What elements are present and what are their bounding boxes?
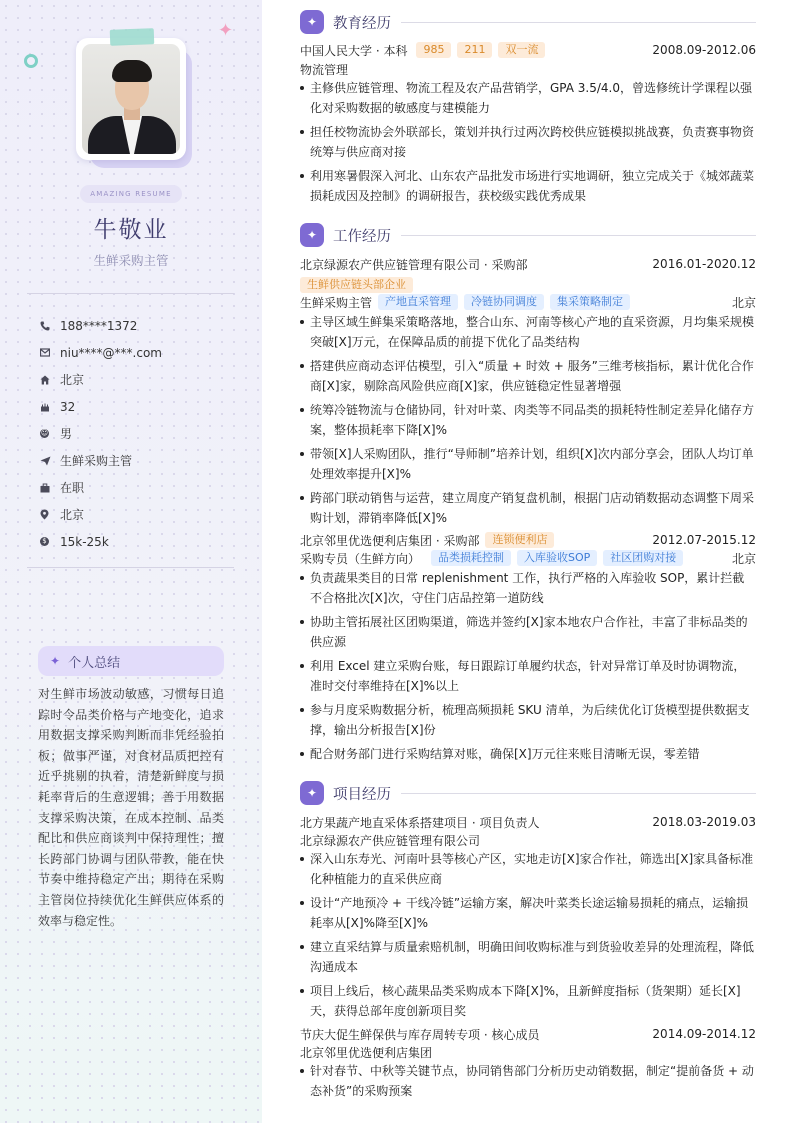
info-item-salary [40, 528, 240, 555]
info-text: 男 [60, 427, 73, 441]
section-title: 教育经历 [333, 15, 391, 32]
info-item-location [40, 501, 240, 528]
info-item-gender [40, 420, 240, 447]
job-role-row [300, 549, 756, 567]
job-bullets [300, 568, 756, 768]
info-text: 188****1372 [60, 318, 138, 333]
education-date: 2008.09-2012.06 [652, 43, 756, 57]
project-date: 2018.03-2019.03 [652, 815, 756, 829]
list-item: 配合财务部门进行采购结算对账，确保[X]万元往来账目清晰无误，零差错 [300, 744, 756, 764]
candidate-name: 牛敬业 [93, 217, 169, 243]
list-item: 主修供应链管理、物流工程及农产品营销学，GPA 3.5/4.0，曾选修统计学课程以强化对采购数据的敏感度与建模能力 [300, 78, 756, 119]
contact-info-list [40, 312, 240, 555]
mail-icon [40, 348, 60, 357]
section-heading-education [300, 10, 756, 34]
info-item-email [40, 339, 240, 366]
divider [27, 567, 234, 568]
sparkle-icon: ✦ [300, 223, 324, 247]
job-city: 北京 [731, 295, 756, 310]
sparkle-icon: ✦ [300, 10, 324, 34]
list-item: 项目上线后，核心蔬果品类采购成本下降[X]%，且新鲜度指标（货架期）延长[X]天，获得总部年度创新项目奖 [300, 981, 756, 1022]
info-item-home [40, 366, 240, 393]
section-rule [401, 235, 756, 236]
photo-tape [110, 28, 155, 46]
school-tag: 双一流 [498, 42, 545, 58]
list-item: 利用 Excel 建立采购台账，每日跟踪订单履约状态，针对异常订单及时协调物流，准时交付率维持在[X]%以上 [300, 656, 756, 697]
skill-tag: 冷链协同调度 [464, 294, 544, 310]
school-tag: 211 [457, 42, 492, 58]
job-role: 生鲜采购主管 [300, 295, 373, 310]
list-item: 建立直采结算与质量索赔机制，明确田间收购标准与到货验收差异的处理流程，降低沟通成本 [300, 937, 756, 978]
profile-photo [76, 38, 186, 160]
section-title: 工作经历 [333, 228, 391, 245]
job-city: 北京 [731, 551, 756, 566]
section-rule [401, 22, 756, 23]
job-date: 2016.01-2020.12 [652, 257, 756, 271]
list-item: 负责蔬果类目的日常 replenishment 工作，执行严格的入库验收 SOP，累计拦截不合格批次[X]次，守住门店品控第一道防线 [300, 568, 756, 609]
project-bullets [300, 1061, 756, 1105]
education-header-row [300, 41, 756, 59]
job-role: 采购专员（生鲜方向） [300, 551, 421, 566]
project-header-row [300, 1025, 756, 1043]
list-item: 带领[X]人采购团队，推行“导师制”培养计划，组织[X]次内部分享会，团队人均订单处理效率提升[X]% [300, 444, 756, 485]
job-role-row [300, 293, 756, 311]
job-bullets [300, 312, 756, 532]
project-name: 节庆大促生鲜保供与库存周转专项 · 核心成员 [300, 1027, 540, 1042]
list-item: 主导区域生鲜集采策略落地，整合山东、河南等核心产地的直采资源，月均集采规模突破[X]万元，在保障品质的前提下优化了品类结构 [300, 312, 756, 353]
project-org: 北京绿源农产供应链管理有限公司 [300, 833, 481, 848]
job-company-tag-row [300, 276, 756, 294]
section-rule [401, 793, 756, 794]
list-item: 统筹冷链物流与仓储协同，针对叶菜、肉类等不同品类的损耗特性制定差异化储存方案，整体损耗率下降[X]% [300, 400, 756, 441]
skill-tag: 社区团购对接 [603, 550, 683, 566]
job-date: 2012.07-2015.12 [652, 533, 756, 547]
job-header-row [300, 255, 756, 273]
info-item-phone [40, 312, 240, 339]
summary-text: 对生鲜市场波动敏感，习惯每日追踪时令品类价格与产地变化，追求用数据支撑采购判断而非凭经验拍板；做事严谨，对食材品质把控有近乎挑剔的执着，清楚新鲜度与损耗率背后的生意逻辑；善于用数据支撑采购决策，在成本控制、品类配比和供应商谈判中保持理性；擅长跨部门协调与团队带教，能在快节奏中维持稳定产出；期待在采购主管岗位持续优化生鲜供应体系的效率与稳定性。 [38, 687, 224, 928]
list-item: 搭建供应商动态评估模型，引入“质量 + 时效 + 服务”三维考核指标，累计优化合作商[X]家，剔除高风险供应商[X]家，供应链稳定性显著增强 [300, 356, 756, 397]
project-header-row [300, 813, 756, 831]
school-name: 中国人民大学 · 本科 [300, 43, 408, 58]
skill-tag: 品类损耗控制 [431, 550, 511, 566]
company-tag: 生鲜供应链头部企业 [300, 277, 413, 293]
project-date: 2014.09-2014.12 [652, 1027, 756, 1041]
decorative-ring [24, 54, 38, 68]
candidate-title: 生鲜采购主管 [93, 253, 169, 268]
school-tag: 985 [416, 42, 451, 58]
list-item: 跨部门联动销售与运营，建立周度产销复盘机制，根据门店动销数据动态调整下周采购计划，滞销率降低[X]% [300, 488, 756, 529]
job-header-row [300, 531, 756, 549]
section-heading-work [300, 223, 756, 247]
cake-icon [40, 402, 60, 412]
sparkle-icon: ✦ [50, 654, 61, 668]
summary-heading-text: 个人总结 [68, 655, 121, 671]
company-name: 北京邻里优选便利店集团 · 采购部 [300, 533, 480, 548]
project-org-row [300, 831, 756, 849]
home-icon [40, 375, 60, 385]
info-item-target-job [40, 447, 240, 474]
sidebar [0, 0, 262, 1123]
section-title: 项目经历 [333, 786, 391, 803]
info-text: 北京 [60, 508, 85, 522]
list-item: 协助主管拓展社区团购渠道，筛选并签约[X]家本地农户合作社，丰富了非标品类的供应源 [300, 612, 756, 653]
location-pin-icon [40, 509, 60, 520]
info-text: 15k-25k [60, 534, 109, 549]
project-bullets [300, 849, 756, 1025]
info-text: 32 [60, 399, 76, 414]
list-item: 针对春节、中秋等关键节点，协同销售部门分析历史动销数据，制定“提前备货 + 动态补货”的采购预案 [300, 1061, 756, 1102]
avatar [82, 44, 180, 154]
section-heading-projects [300, 781, 756, 805]
skill-tag: 入库验收SOP [517, 550, 597, 566]
phone-icon [40, 321, 60, 331]
info-text: 生鲜采购主管 [60, 454, 133, 468]
company-name: 北京绿源农产供应链管理有限公司 · 采购部 [300, 257, 528, 272]
project-org-row [300, 1043, 756, 1061]
major: 物流管理 [300, 62, 349, 77]
project-name: 北方果蔬产地直采体系搭建项目 · 项目负责人 [300, 815, 540, 830]
briefcase-icon [40, 483, 60, 493]
summary-heading [38, 646, 224, 676]
info-text: 北京 [60, 373, 85, 387]
send-icon [40, 456, 60, 466]
sparkle-icon: ✦ [218, 20, 234, 41]
info-text: niu****@***.com [60, 345, 162, 360]
tagline-badge: AMAZING RESUME [80, 185, 182, 203]
education-bullets [300, 78, 756, 210]
info-text: 在职 [60, 481, 85, 495]
info-item-age [40, 393, 240, 420]
sparkle-icon: ✦ [300, 781, 324, 805]
company-tag: 连锁便利店 [485, 532, 554, 548]
list-item: 设计“产地预冷 + 干线冷链”运输方案，解决叶菜类长途运输易损耗的痛点，运输损耗率从[X]%降至[X]% [300, 893, 756, 934]
gender-icon: ☺ [40, 429, 49, 437]
skill-tag: 产地直采管理 [378, 294, 458, 310]
salary-icon: $ [40, 537, 60, 546]
list-item: 担任校物流协会外联部长，策划并执行过两次跨校供应链模拟挑战赛，负责赛事物资统筹与供应商对接 [300, 122, 756, 163]
list-item: 深入山东寿光、河南叶县等核心产区，实地走访[X]家合作社，筛选出[X]家具备标准化种植能力的直采供应商 [300, 849, 756, 890]
project-org: 北京邻里优选便利店集团 [300, 1045, 433, 1060]
education-major-row [300, 60, 756, 78]
info-item-status [40, 474, 240, 501]
skill-tag: 集采策略制定 [550, 294, 630, 310]
list-item: 利用寒暑假深入河北、山东农产品批发市场进行实地调研，独立完成关于《城郊蔬菜损耗成因及控制》的调研报告，获校级实践优秀成果 [300, 166, 756, 207]
divider [27, 293, 234, 294]
list-item: 参与月度采购数据分析，梳理高频损耗 SKU 清单，为后续优化订货模型提供数据支撑，输出分析报告[X]份 [300, 700, 756, 741]
